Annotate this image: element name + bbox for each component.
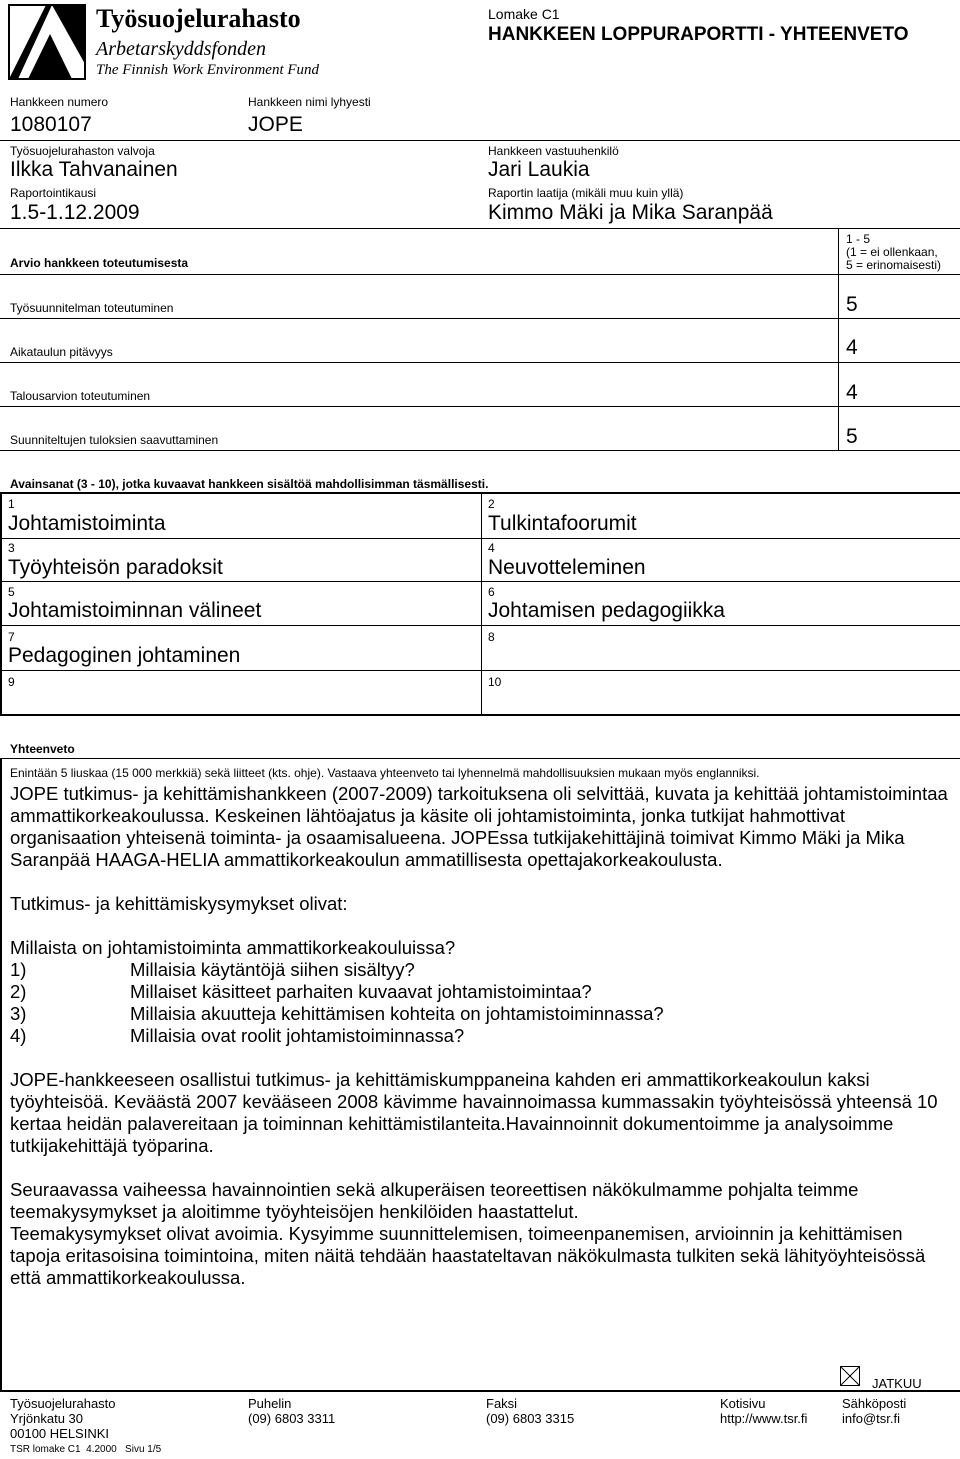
summary-paragraph: Millaista on johtamistoiminta ammattikorkeakouluissa? <box>10 937 456 958</box>
summary-paragraph: JOPE-hankkeeseen osallistui tutkimus- ja kehittämiskumppaneina kahden eri ammattikorkeakoulun kaksi työyhteisöä. Keväästä 2007 kevääseen 2008 kävimme havainnoimassa kummassakin työyhteisössä yhteensä 10 kertaa heidän palavereitaan ja toiminnan kehittämistilanteita.Havainnoinnit dokumentoimme ja analysoimme tutkijakehittäjä työparina. <box>10 1069 938 1156</box>
spacer <box>10 1047 955 1069</box>
score-column-divider <box>838 228 839 450</box>
keyword-number: 9 <box>8 675 15 689</box>
footer-street: Yrjönkatu 30 <box>10 1411 83 1426</box>
period-label: Raportointikausi <box>10 186 97 200</box>
footer-fax: (09) 6803 3315 <box>486 1411 575 1426</box>
question-text: Millaisia akuutteja kehittämisen kohteita on johtamistoiminnassa? <box>130 1003 664 1024</box>
eval-label: Talousarvion toteutuminen <box>10 389 151 403</box>
summary-paragraph: Teemakysymykset olivat avoimia. Kysyimme suunnittelemisen, toimeenpanemisen, arvioinnin ja kehittämisen tapoja eritasoisina toimintoina, miten näitä tehdään haastateltavan näkökulmasta tulkiten sekä lähityöyhteisössä että ammattikorkeakoulussa. <box>10 1223 926 1288</box>
scale-line-1: 1 - 5 <box>846 232 871 246</box>
logo <box>8 4 320 80</box>
keywords-box-bottom <box>0 714 960 716</box>
scale-line-3: 5 = erinomaisesti) <box>846 258 942 272</box>
keywords-heading: Avainsanat (3 - 10), jotka kuvaavat hankkeen sisältöä mahdollisimman täsmällisesti. <box>10 477 489 491</box>
divider <box>0 450 960 451</box>
checked-box-icon <box>840 1366 860 1386</box>
divider <box>0 274 960 275</box>
form-code: Lomake C1 <box>488 6 560 22</box>
summary-instructions: Enintään 5 liuskaa (15 000 merkkiä) sekä liitteet (kts. ohje). Vastaava yhteenveto tai lyhennelmä mahdollisuuksien mukaan myös englanniksi. <box>10 766 760 780</box>
footer-web[interactable]: http://www.tsr.fi <box>720 1411 808 1426</box>
keyword-value: Pedagoginen johtaminen <box>8 644 241 667</box>
eval-score: 4 <box>846 336 858 359</box>
divider <box>0 140 960 141</box>
keywords-box-top <box>0 492 960 494</box>
footer-fax-label: Faksi <box>486 1396 518 1411</box>
keyword-number: 6 <box>488 585 495 599</box>
responsible-value: Jari Laukia <box>488 158 590 181</box>
eval-label: Suunniteltujen tuloksien saavuttaminen <box>10 433 219 447</box>
eval-score: 5 <box>846 425 858 448</box>
footer-phone-label: Puhelin <box>248 1396 292 1411</box>
form-reference: TSR lomake C1 4.2000 Sivu 1/5 <box>10 1444 162 1455</box>
divider <box>0 362 960 363</box>
summary-box-top <box>0 758 960 759</box>
footer-phone: (09) 6803 3311 <box>248 1411 336 1426</box>
keyword-number: 2 <box>488 497 495 511</box>
scale-line-2: (1 = ei ollenkaan, <box>846 245 938 259</box>
logo-mark-icon <box>8 4 86 80</box>
keywords-box-left <box>0 492 2 716</box>
project-number-label: Hankkeen numero <box>10 95 109 109</box>
question-number: 1) <box>10 959 27 980</box>
question-row <box>10 1025 955 1047</box>
continue-label: JATKUU <box>872 1376 922 1391</box>
divider <box>0 581 960 582</box>
question-text: Millaisia käytäntöjä siihen sisältyy? <box>130 959 415 980</box>
project-number-value: 1080107 <box>10 113 92 136</box>
spacer <box>10 915 955 937</box>
question-row <box>10 981 955 1003</box>
summary-box-left <box>0 758 2 1390</box>
question-number: 2) <box>10 981 27 1002</box>
question-text: Millaisia ovat roolit johtamistoiminnassa? <box>130 1025 465 1046</box>
footer-email-label: Sähköposti <box>842 1396 907 1411</box>
eval-label: Työsuunnitelman toteutuminen <box>10 301 174 315</box>
divider <box>0 228 960 229</box>
summary-paragraph: Tutkimus- ja kehittämiskysymykset olivat: <box>10 893 348 914</box>
summary-body <box>10 783 955 1289</box>
form-title: HANKKEEN LOPPURAPORTTI - YHTEENVETO <box>488 24 909 45</box>
author-label: Raportin laatija (mikäli muu kuin yllä) <box>488 186 684 200</box>
divider <box>0 318 960 319</box>
continue-checkbox[interactable] <box>840 1366 860 1386</box>
summary-paragraph: Seuraavassa vaiheessa havainnointien sekä alkuperäisen teoreettisen näkökulmamme pohjalta teimme teemakysymykset ja aloitimme työyhteisöjen henkilöiden haastattelut. <box>10 1179 859 1222</box>
question-number: 3) <box>10 1003 27 1024</box>
summary-heading: Yhteenveto <box>10 742 75 756</box>
keyword-number: 3 <box>8 541 15 555</box>
spacer <box>10 871 955 893</box>
supervisor-label: Työsuojelurahaston valvoja <box>10 144 155 158</box>
divider <box>0 406 960 407</box>
period-value: 1.5-1.12.2009 <box>10 201 140 224</box>
keyword-value: Tulkintafoorumit <box>488 512 637 535</box>
summary-paragraph: JOPE tutkimus- ja kehittämishankkeen (2007-2009) tarkoituksena oli selvittää, kuvata ja kehittää johtamistoimintaa ammattikorkeakoulussa. Keskeinen lähtöajatus ja käsite oli johtamistoiminta, jonka tutkijat hahmottivat organisaation yhteisenä toiminta- ja osaamisalueena. JOPEssa tutkijakehittäjinä toimivat Kimmo Mäki ja Mika Saranpää HAAGA-HELIA ammattikorkeakoulun ammatillisesta opettajakorkeakoulusta. <box>10 783 948 870</box>
keyword-number: 5 <box>8 585 15 599</box>
eval-score: 4 <box>846 381 858 404</box>
responsible-label: Hankkeen vastuuhenkilö <box>488 144 619 158</box>
keyword-value: Neuvotteleminen <box>488 556 646 579</box>
keyword-number: 1 <box>8 497 15 511</box>
spacer <box>10 1157 955 1179</box>
divider <box>0 670 960 671</box>
eval-score: 5 <box>846 293 858 316</box>
summary-box-bottom <box>0 1390 960 1392</box>
author-value: Kimmo Mäki ja Mika Saranpää <box>488 201 773 224</box>
evaluation-heading: Arvio hankkeen toteutumisesta <box>10 256 189 270</box>
question-row <box>10 1003 955 1025</box>
logo-line-2: Arbetarskyddsfonden <box>96 38 266 60</box>
keywords-column-divider <box>481 492 482 714</box>
project-name-label: Hankkeen nimi lyhyesti <box>248 95 371 109</box>
footer-email[interactable]: info@tsr.fi <box>842 1411 900 1426</box>
keyword-value: Johtamisen pedagogiikka <box>488 599 725 622</box>
keyword-number: 7 <box>8 630 15 644</box>
keyword-number: 4 <box>488 541 495 555</box>
project-name-value: JOPE <box>248 113 303 136</box>
logo-line-1: Työsuojelurahasto <box>96 4 301 33</box>
keyword-value: Työyhteisön paradoksit <box>8 556 223 579</box>
footer-web-label: Kotisivu <box>720 1396 766 1411</box>
keyword-value: Johtamistoiminnan välineet <box>8 599 262 622</box>
keyword-value: Johtamistoiminta <box>8 512 166 535</box>
keyword-number: 8 <box>488 630 495 644</box>
keyword-number: 10 <box>488 675 502 689</box>
question-row <box>10 959 955 981</box>
divider <box>0 538 960 539</box>
logo-line-3: The Finnish Work Environment Fund <box>96 62 320 78</box>
footer-org: Työsuojelurahasto <box>10 1396 116 1411</box>
question-number: 4) <box>10 1025 27 1046</box>
footer-postal: 00100 HELSINKI <box>10 1426 110 1441</box>
eval-label: Aikataulun pitävyys <box>10 345 113 359</box>
divider <box>0 625 960 626</box>
question-text: Millaiset käsitteet parhaiten kuvaavat johtamistoimintaa? <box>130 981 592 1002</box>
supervisor-value: Ilkka Tahvanainen <box>10 158 178 181</box>
